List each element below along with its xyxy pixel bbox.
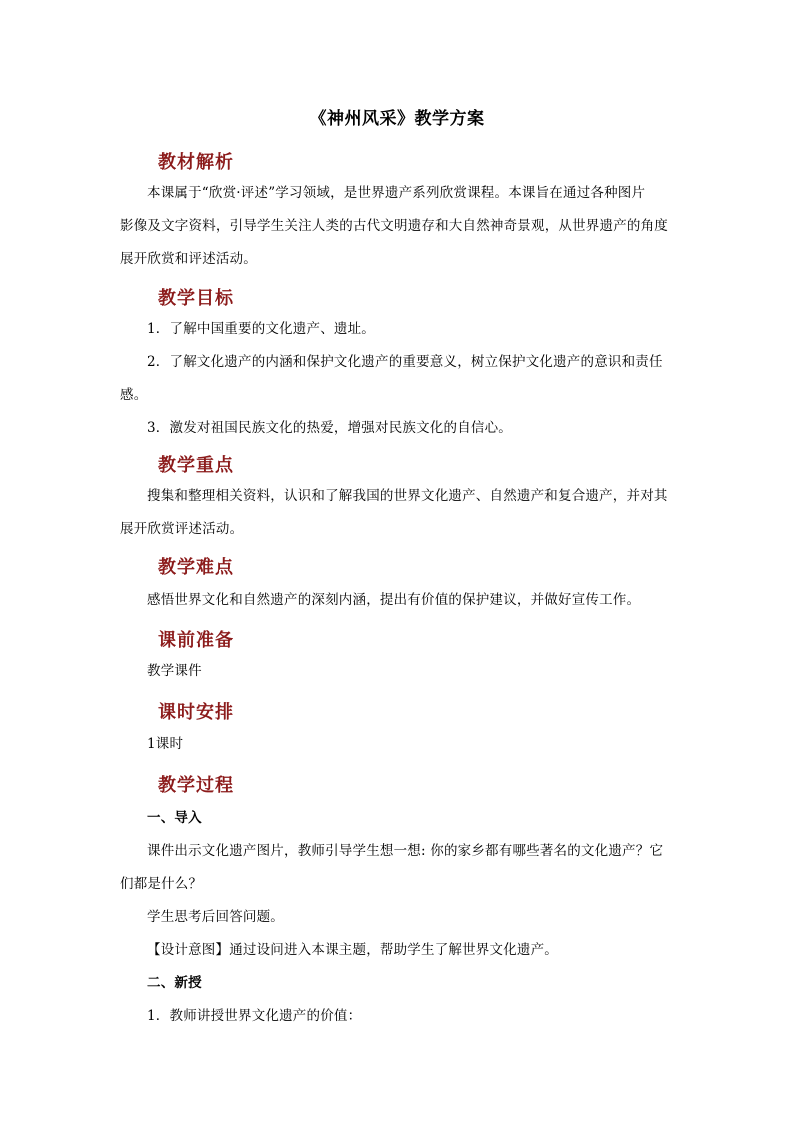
goal-item-2-line-1: 2．了解文化遗产的内涵和保护文化遗产的重要意义，树立保护文化遗产的意识和责任 xyxy=(147,354,663,370)
process-part-1-line-1: 课件出示文化遗产图片，教师引导学生想一想: 你的家乡都有哪些著名的文化遗产？它 xyxy=(147,843,664,859)
goal-item-2-line-2: 感。 xyxy=(120,387,148,403)
analysis-line-3: 展开欣赏和评述活动。 xyxy=(120,251,257,267)
schedule-line-1: 1课时 xyxy=(147,736,184,752)
key-points-line-2: 展开欣赏评述活动。 xyxy=(120,521,244,537)
document-title: 《神州风采》教学方案 xyxy=(309,109,485,129)
process-part-1-title: 一、导入 xyxy=(147,810,202,826)
heading-key-points: 教学重点 xyxy=(158,455,234,476)
goals-paragraph xyxy=(120,313,676,445)
heading-preparation: 课前准备 xyxy=(158,630,234,651)
heading-analysis: 教材解析 xyxy=(158,152,234,173)
preparation-paragraph xyxy=(120,655,676,688)
difficulties-paragraph xyxy=(120,584,676,617)
key-points-paragraph xyxy=(120,480,676,546)
key-points-line-1: 搜集和整理相关资料，认识和了解我国的世界文化遗产、自然遗产和复合遗产，并对其 xyxy=(147,488,668,504)
process-paragraph xyxy=(120,802,676,1033)
analysis-paragraph xyxy=(120,177,676,276)
process-part-1-line-4: 【设计意图】通过设问进入本课主题，帮助学生了解世界文化遗产。 xyxy=(147,942,558,958)
goal-item-3: 3．激发对祖国民族文化的热爱，增强对民族文化的自信心。 xyxy=(147,420,512,436)
heading-difficulties: 教学难点 xyxy=(158,557,234,578)
process-part-2-title: 二、新授 xyxy=(147,975,202,991)
heading-process: 教学过程 xyxy=(158,775,234,796)
heading-goals: 教学目标 xyxy=(158,288,234,309)
schedule-paragraph xyxy=(120,728,676,761)
process-part-2-line-1: 1．教师讲授世界文化遗产的价值： xyxy=(147,1008,362,1024)
difficulties-line-1: 感悟世界文化和自然遗产的深刻内涵，提出有价值的保护建议，并做好宣传工作。 xyxy=(147,592,641,608)
analysis-line-1: 本课属于“欣赏·评述”学习领域，是世界遗产系列欣赏课程。本课旨在通过各种图片 xyxy=(147,185,646,201)
process-part-1-line-2: 们都是什么？ xyxy=(120,876,203,892)
goal-item-1: 1．了解中国重要的文化遗产、遗址。 xyxy=(147,321,375,337)
process-part-1-line-3: 学生思考后回答问题。 xyxy=(147,909,284,925)
preparation-line-1: 教学课件 xyxy=(147,663,202,679)
heading-schedule: 课时安排 xyxy=(158,702,234,723)
analysis-line-2: 影像及文字资料，引导学生关注人类的古代文明遗存和大自然神奇景观，从世界遗产的角度 xyxy=(120,218,668,234)
